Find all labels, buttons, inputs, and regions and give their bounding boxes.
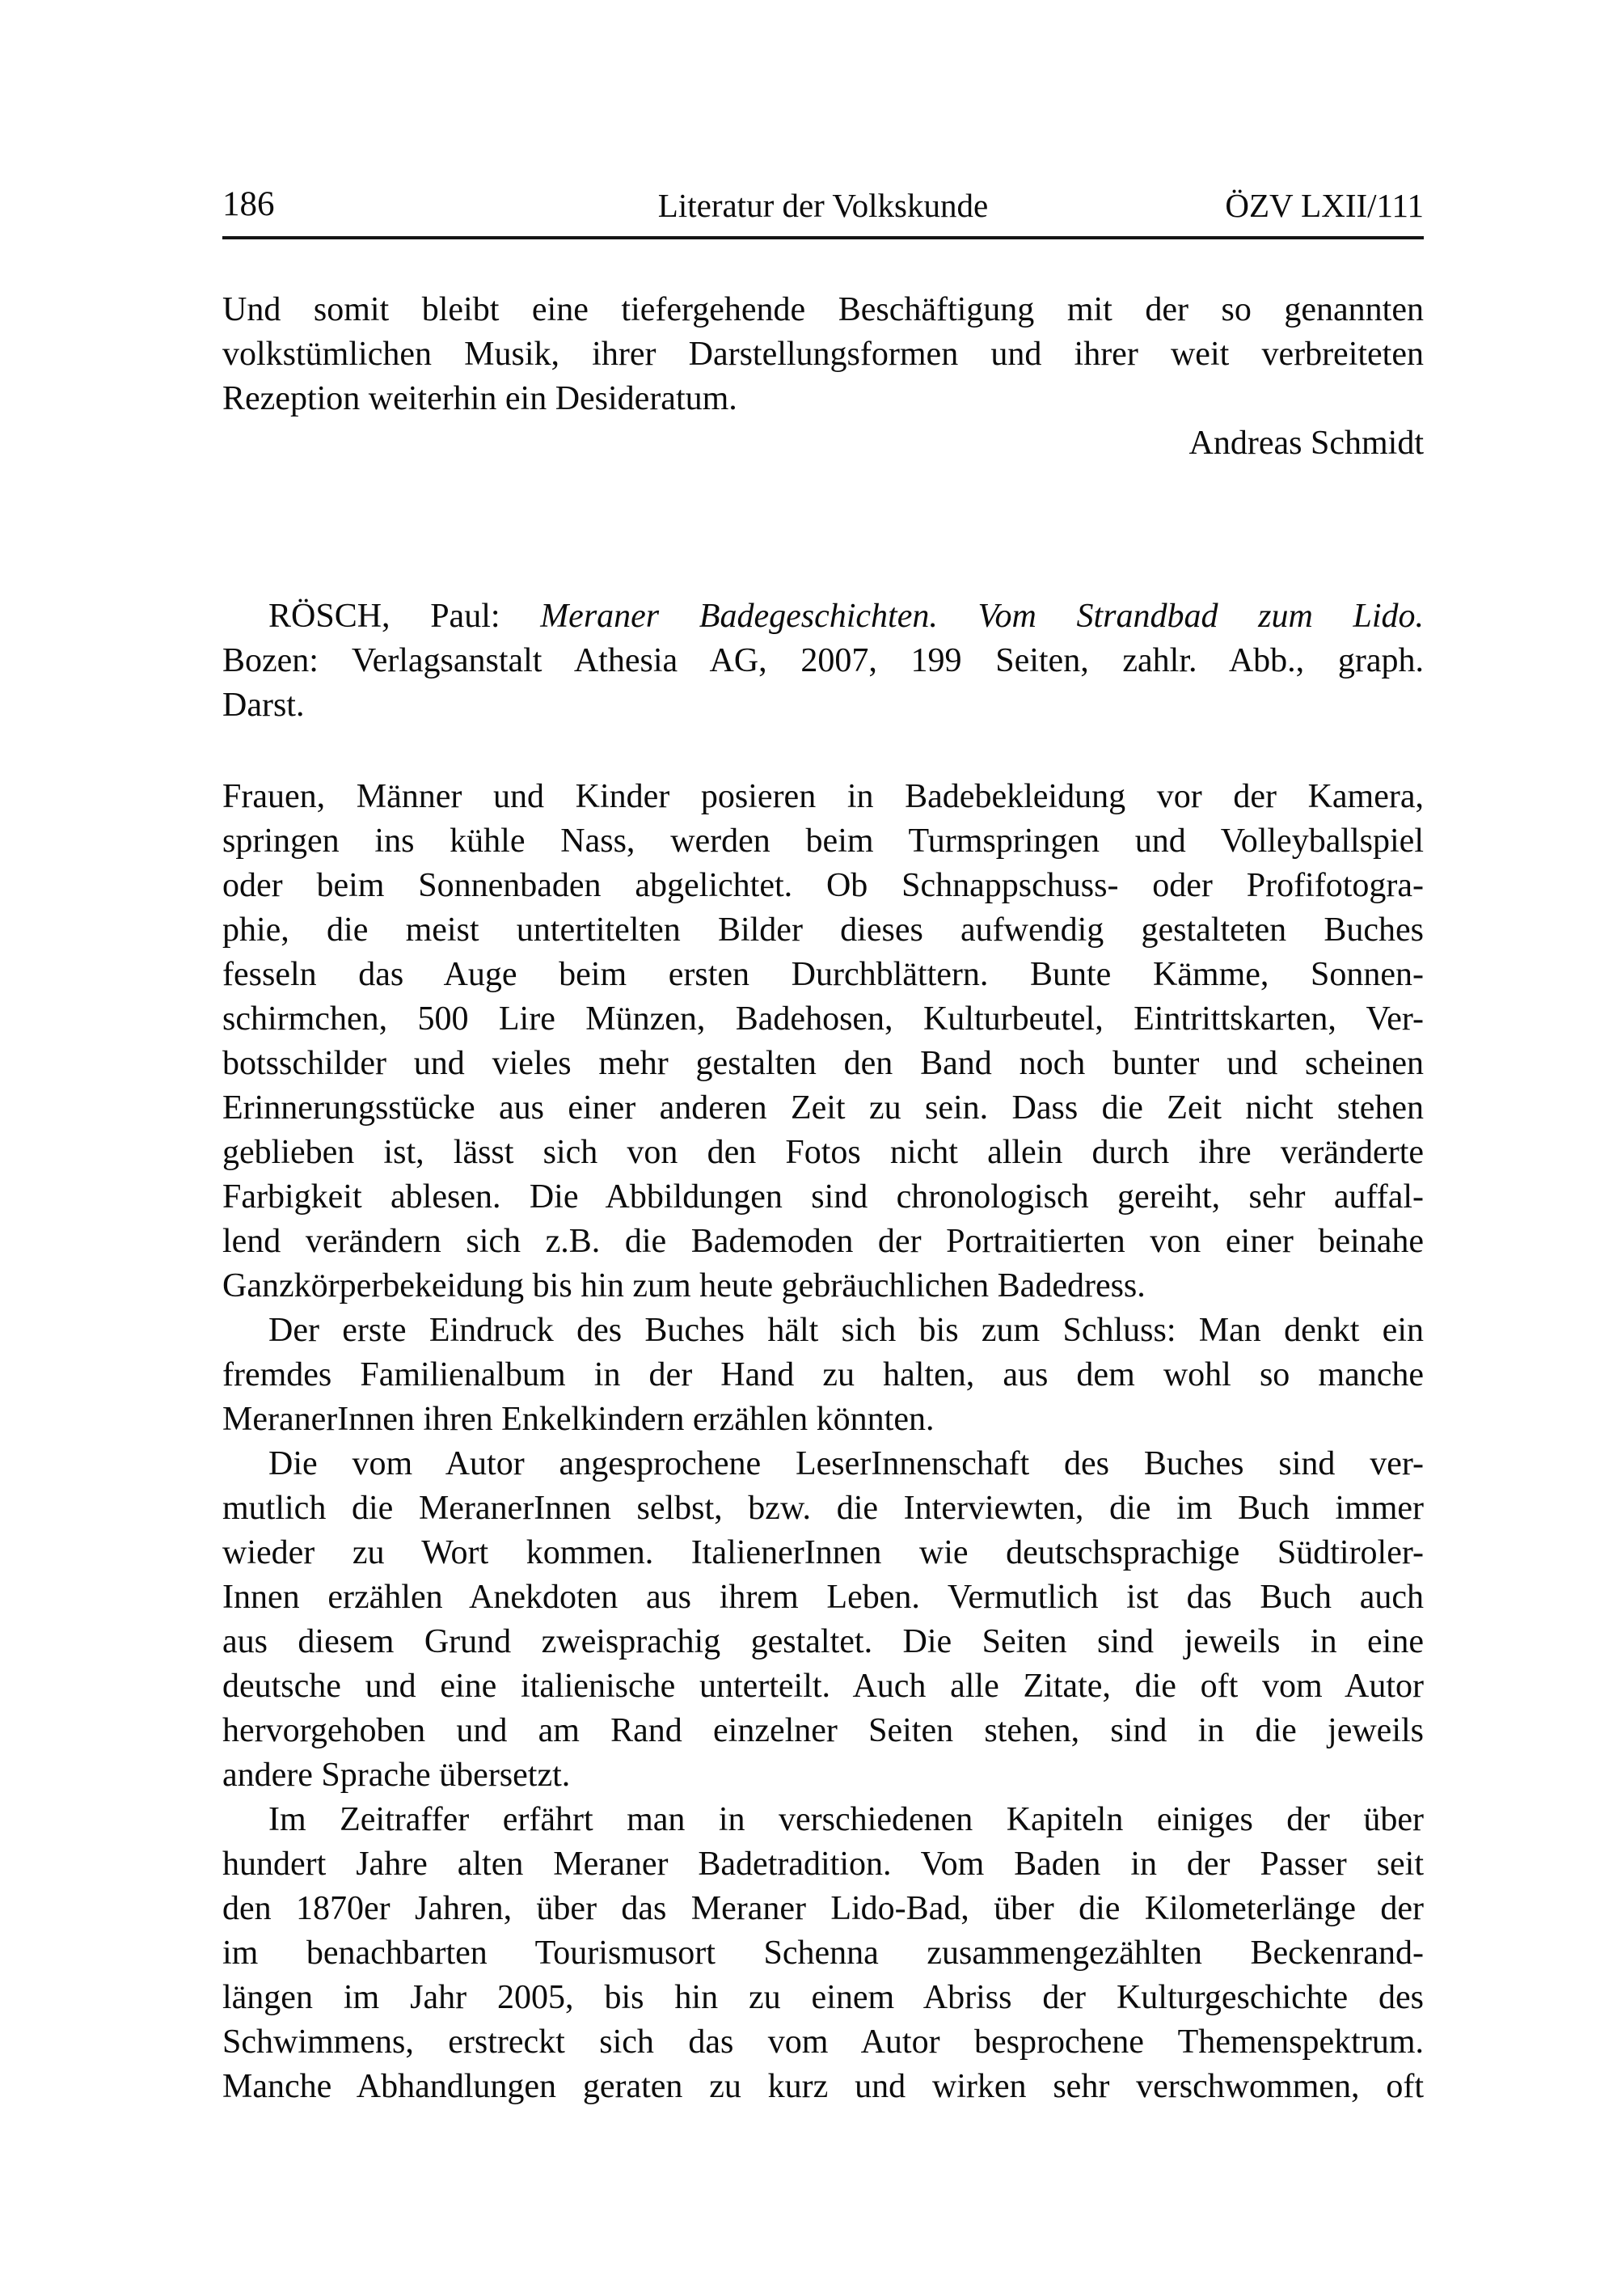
- citation-line: Bozen: Verlagsanstalt Athesia AG, 2007, 199 Seiten, zahlr. Abb., graph.: [222, 642, 1424, 679]
- text-line: andere Sprache übersetzt.: [222, 1757, 571, 1794]
- running-head: [222, 184, 1424, 225]
- text-line: fremdes Familienalbum in der Hand zu halten, aus dem wohl so manche: [222, 1356, 1424, 1393]
- text-line: mutlich die MeranerInnen selbst, bzw. die Interviewten, die im Buch immer: [222, 1490, 1424, 1527]
- review-paragraph: [222, 775, 1424, 1309]
- text-line: wieder zu Wort kommen. ItalienerInnen wie deutschsprachige Südtiroler-: [222, 1534, 1424, 1571]
- running-title: Literatur der Volkskunde: [657, 187, 989, 224]
- citation-line: [222, 594, 1424, 639]
- review-paragraph: [222, 1442, 1424, 1798]
- text-line: Innen erzählen Anekdoten aus ihrem Leben. Vermutlich ist das Buch auch: [222, 1579, 1424, 1616]
- text-line: Manche Abhandlungen geraten zu kurz und wirken sehr verschwommen, oft: [222, 2068, 1424, 2105]
- text-line: Der erste Eindruck des Buches hält sich bis zum Schluss: Man denkt ein: [268, 1312, 1424, 1349]
- page-number: 186: [222, 185, 275, 223]
- text-line: Erinnerungsstücke aus einer anderen Zeit zu sein. Dass die Zeit nicht stehen: [222, 1089, 1424, 1127]
- text-line: hundert Jahre alten Meraner Badetradition. Vom Baden in der Passer seit: [222, 1846, 1424, 1883]
- text-line: Die vom Autor angesprochene LeserInnenschaft des Buches sind ver-: [268, 1445, 1424, 1482]
- author-signature: Andreas Schmidt: [1188, 425, 1424, 462]
- review-paragraph: [222, 1309, 1424, 1442]
- text-line: im benachbarten Tourismusort Schenna zusammengezählten Beckenrand-: [222, 1934, 1424, 1972]
- text-line: Schwimmens, erstreckt sich das vom Autor besprochene Themenspektrum.: [222, 2023, 1424, 2061]
- closing-review-paragraph: [222, 288, 1424, 466]
- issue-number: ÖZV LXII/111: [1225, 187, 1424, 224]
- text-line: den 1870er Jahren, über das Meraner Lido-Bad, über die Kilometerlänge der: [222, 1890, 1424, 1927]
- review-body: [222, 775, 1424, 2109]
- text-line: phie, die meist untertitelten Bilder dieses aufwendig gestalteten Buches: [222, 911, 1424, 949]
- text-line: Frauen, Männer und Kinder posieren in Badebekleidung vor der Kamera,: [222, 778, 1424, 815]
- citation-title: Meraner Badegeschichten. Vom Strandbad zum Lido.: [540, 598, 1424, 635]
- text-line: deutsche und eine italienische unterteilt. Auch alle Zitate, die oft vom Autor: [222, 1668, 1424, 1705]
- text-line: springen ins kühle Nass, werden beim Turmspringen und Volleyballspiel: [222, 822, 1424, 860]
- text-line: volkstümlichen Musik, ihrer Darstellungsformen und ihrer weit verbreiteten: [222, 336, 1424, 373]
- text-line: längen im Jahr 2005, bis hin zu einem Abriss der Kulturgeschichte des: [222, 1979, 1424, 2016]
- text-line: Und somit bleibt eine tiefergehende Beschäftigung mit der so genannten: [222, 291, 1424, 328]
- header-rule: [222, 236, 1424, 239]
- text-line: MeranerInnen ihren Enkelkindern erzählen könnten.: [222, 1401, 935, 1438]
- text-line: aus diesem Grund zweisprachig gestaltet. Die Seiten sind jeweils in eine: [222, 1623, 1424, 1660]
- text-line: schirmchen, 500 Lire Münzen, Badehosen, Kulturbeutel, Eintrittskarten, Ver-: [222, 1000, 1424, 1038]
- text-line: Im Zeitraffer erfährt man in verschiedenen Kapiteln einiges der über: [268, 1801, 1424, 1838]
- text-line: lend verändern sich z.B. die Bademoden der Portraitierten von einer beinahe: [222, 1223, 1424, 1260]
- text-line: fesseln das Auge beim ersten Durchblättern. Bunte Kämme, Sonnen-: [222, 956, 1424, 993]
- text-line: hervorgehoben und am Rand einzelner Seiten stehen, sind in die jeweils: [222, 1712, 1424, 1749]
- text-line: Rezeption weiterhin ein Desideratum.: [222, 380, 737, 417]
- text-line: Farbigkeit ablesen. Die Abbildungen sind chronologisch gereiht, sehr auffal-: [222, 1178, 1424, 1216]
- book-citation: [222, 594, 1424, 728]
- citation-authors: RÖSCH, Paul:: [268, 598, 541, 635]
- citation-line: Darst.: [222, 687, 305, 724]
- text-line: Ganzkörperbekeidung bis hin zum heute gebräuchlichen Badedress.: [222, 1267, 1146, 1304]
- review-paragraph: [222, 1798, 1424, 2109]
- text-line: oder beim Sonnenbaden abgelichtet. Ob Schnappschuss- oder Profifotogra-: [222, 867, 1424, 904]
- text-line: geblieben ist, lässt sich von den Fotos nicht allein durch ihre veränderte: [222, 1134, 1424, 1171]
- closing-paragraph-lines: [222, 288, 1424, 421]
- text-line: botsschilder und vieles mehr gestalten den Band noch bunter und scheinen: [222, 1045, 1424, 1082]
